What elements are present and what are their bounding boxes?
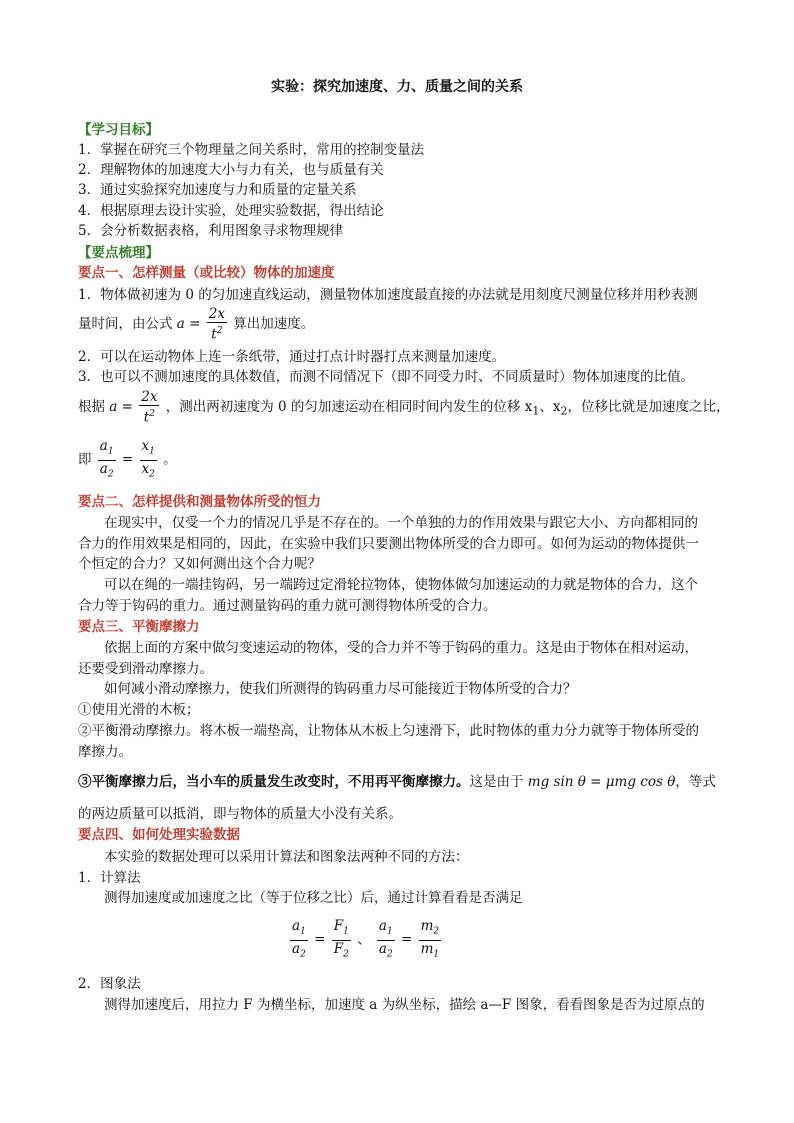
point4-line-2: 1．计算法 xyxy=(78,870,141,886)
point1-line-5-tail: ，位移比就是加速度之比， xyxy=(567,399,730,415)
denominator2-t: t xyxy=(143,409,150,426)
fm-den-letter: m xyxy=(420,940,434,957)
formula-f-ratio xyxy=(332,918,351,962)
fa-num-sub: 1 xyxy=(300,926,306,937)
point3-line-7-tail: ，等式 xyxy=(675,774,716,790)
point2-line-5: 合力等于钩码的重力。通过测量钩码的重力就可测得物体所受的合力。 xyxy=(78,598,497,614)
formula-m-ratio xyxy=(419,918,442,962)
denominator2-exponent: 2 xyxy=(149,409,155,420)
ratio-a-den-sub: 2 xyxy=(107,469,114,480)
point1-line-6-head: 即 xyxy=(78,451,92,468)
point1-line-4: 3．也可以不测加速度的具体数值，而测不同情况下（即不同受力时、不同质量时）物体加速度的比值。 xyxy=(78,369,695,385)
point3-line-1: 依据上面的方案中做匀变速运动的物体，受的合力并不等于钩码的重力。这是由于物体在相对运动， xyxy=(104,640,698,656)
point3-line-6: 摩擦力。 xyxy=(78,744,132,760)
point3-line-4: ①使用光滑的木板； xyxy=(78,702,200,718)
formula2-fraction xyxy=(139,389,159,426)
denominator-exponent: 2 xyxy=(216,326,223,337)
fraction-numerator: 2x xyxy=(208,306,225,323)
page-title: 实验：探究加速度、力、质量之间的关系 xyxy=(271,79,523,95)
fraction-denominator xyxy=(207,323,227,343)
denominator-t: t xyxy=(211,326,217,343)
point1-line-2-tail: 算出加速度。 xyxy=(233,316,315,332)
point4-heading: 要点四、如何处理实验数据 xyxy=(78,827,240,843)
point1-line-3: 2．可以在运动物体上连一条纸带，通过打点计时器打点来测量加速度。 xyxy=(78,349,506,365)
ratio-eq: = xyxy=(121,451,134,468)
x-subscript-2: 2 xyxy=(560,404,568,418)
fm-den-sub: 1 xyxy=(433,949,440,960)
ratio-formulas xyxy=(288,918,443,962)
fa2-den-sub: 2 xyxy=(386,949,393,960)
friction-equation: mg sin θ = μmg cos θ xyxy=(527,774,676,790)
fraction2-denominator xyxy=(139,406,159,426)
formula-f-eq: = xyxy=(314,931,326,948)
formula2-eq: = xyxy=(121,399,133,415)
point4-line-3: 测得加速度或加速度之比（等于位移之比）后，通过计算看看是否满足 xyxy=(104,890,523,906)
formula-f-ratio-num xyxy=(332,918,351,941)
fraction2-numerator: 2x xyxy=(141,389,158,406)
point1-line-5 xyxy=(78,389,729,430)
point3-line-3: 如何减小滑动摩擦力，使我们所测得的钩码重力尽可能接近于物体所受的合力？ xyxy=(104,681,577,697)
formula-m-ratio-den xyxy=(419,941,442,963)
ff-den-letter: F xyxy=(333,940,344,957)
formula-m-eq: = xyxy=(401,931,413,948)
ratio-x-num-sub: 1 xyxy=(149,446,155,457)
point1-line-1: 1．物体做初速为 0 的匀加速直线运动，测量物体加速度最直接的办法就是用刻度尺测量位移并用秒表测 xyxy=(78,287,698,303)
formula-fraction xyxy=(207,306,227,343)
ratio-x-den-letter: x xyxy=(141,460,150,477)
point1-line-2-text: 量时间，由公式 xyxy=(78,316,173,332)
point2-line-2: 合力的作用效果是相同的，因此，在实验中我们只要测出物体所受的合力即可。如何为运动的物体提供一 xyxy=(78,536,699,552)
ratio-a-num-letter: a xyxy=(99,438,108,454)
ff-num-letter: F xyxy=(333,918,344,934)
ff-num-sub: 1 xyxy=(343,926,349,937)
point1-line-2 xyxy=(78,306,314,343)
ratio-a xyxy=(98,438,116,482)
point2-heading: 要点二、怎样提供和测量物体所受的恒力 xyxy=(78,494,321,510)
point3-line-5: ②平衡滑动摩擦力。将木板一端垫高，让物体从木板上匀速滑下，此时物体的重力分力就等于物体所受的 xyxy=(78,723,699,739)
formula-a-ratio-2 xyxy=(377,918,395,962)
fa-den-letter: a xyxy=(292,940,301,957)
fa2-num-letter: a xyxy=(378,918,387,934)
fa2-den-letter: a xyxy=(378,940,387,957)
point2-line-4: 可以在绳的一端挂钩码，另一端跨过定滑轮拉物体，使物体做匀加速运动的力就是物体的合力，这个 xyxy=(104,577,698,593)
goal-item-5: 5．会分析数据表格，利用图象寻求物理规律 xyxy=(78,223,344,239)
ratio-x-num xyxy=(140,438,157,461)
formula2-a: a xyxy=(109,399,118,415)
point4-line-1: 本实验的数据处理可以采用计算法和图象法两种不同的方法： xyxy=(104,849,469,865)
point3-heading: 要点三、平衡摩擦力 xyxy=(78,619,200,635)
ratio-x-num-letter: x xyxy=(141,438,150,454)
formula-a: a xyxy=(176,316,185,332)
fa-num-letter: a xyxy=(292,918,301,934)
goal-item-2: 2．理解物体的加速度大小与力有关，也与质量有关 xyxy=(78,162,384,178)
point1-heading: 要点一、怎样测量（或比较）物体的加速度 xyxy=(78,265,335,281)
formula-a-ratio xyxy=(290,918,308,962)
goals-heading: 【学习目标】 xyxy=(78,122,159,138)
ratio-a-den-letter: a xyxy=(99,460,108,477)
ratio-x xyxy=(140,438,157,482)
formula-a-ratio-num xyxy=(290,918,308,941)
point3-line-7-bold: ③平衡摩擦力后，当小车的质量发生改变时，不用再平衡摩擦力。 xyxy=(78,774,470,790)
formula-a-ratio-2-den xyxy=(377,941,395,963)
x-subscript-1: 1 xyxy=(532,404,540,418)
point1-line-5-head: 根据 xyxy=(78,399,105,415)
point3-line-2: 还要受到滑动摩擦力。 xyxy=(78,661,213,677)
point3-line-7 xyxy=(78,773,716,791)
point3-line-7-text: 这是由于 xyxy=(469,774,524,790)
formula-eq: = xyxy=(189,316,201,332)
ratio-a-den xyxy=(98,461,116,483)
formula-separator: 、 xyxy=(357,931,371,948)
ratio-a-num-sub: 1 xyxy=(107,446,114,457)
point4-line-6: 测得加速度后，用拉力 F 为横坐标，加速度 a 为纵坐标，描绘 a—F 图象，看看图象是否为过原点的 xyxy=(104,997,705,1013)
summary-heading: 【要点梳理】 xyxy=(78,245,159,261)
fm-num-letter: m xyxy=(420,918,434,934)
point3-line-8: 的两边质量可以抵消，即与物体的质量大小没有关系。 xyxy=(78,806,402,822)
formula-m-ratio-num xyxy=(419,918,442,941)
fm-num-sub: 2 xyxy=(433,926,440,937)
point1-line-6 xyxy=(78,438,177,482)
formula-f-ratio-den xyxy=(332,941,351,963)
point4-line-5: 2．图象法 xyxy=(78,976,141,992)
ratio-a-num xyxy=(98,438,116,461)
point1-line-5-body: ，测出两初速度为 0 的匀加速运动在相同时间内发生的位移 x xyxy=(165,399,533,415)
ff-den-sub: 2 xyxy=(343,949,349,960)
goal-item-3: 3．通过实验探究加速度与力和质量的定量关系 xyxy=(78,182,357,198)
goal-item-4: 4．根据原理去设计实验，处理实验数据，得出结论 xyxy=(78,203,384,219)
point1-line-6-tail: 。 xyxy=(163,451,177,468)
goal-item-1: 1．掌握在研究三个物理量之间关系时，常用的控制变量法 xyxy=(78,142,425,158)
ratio-x-den-sub: 2 xyxy=(149,469,155,480)
ratio-x-den xyxy=(140,461,157,483)
fa-den-sub: 2 xyxy=(300,949,306,960)
formula-a-ratio-den xyxy=(290,941,308,963)
point2-line-1: 在现实中，仅受一个力的情况几乎是不存在的。一个单独的力的作用效果与跟它大小、方向都相同的 xyxy=(104,515,698,531)
fa2-num-sub: 1 xyxy=(386,926,393,937)
formula-a-ratio-2-num xyxy=(377,918,395,941)
point2-line-3: 个恒定的合力？又如何测出这个合力呢？ xyxy=(78,556,321,572)
point1-line-5-sep: 、x xyxy=(539,399,561,415)
